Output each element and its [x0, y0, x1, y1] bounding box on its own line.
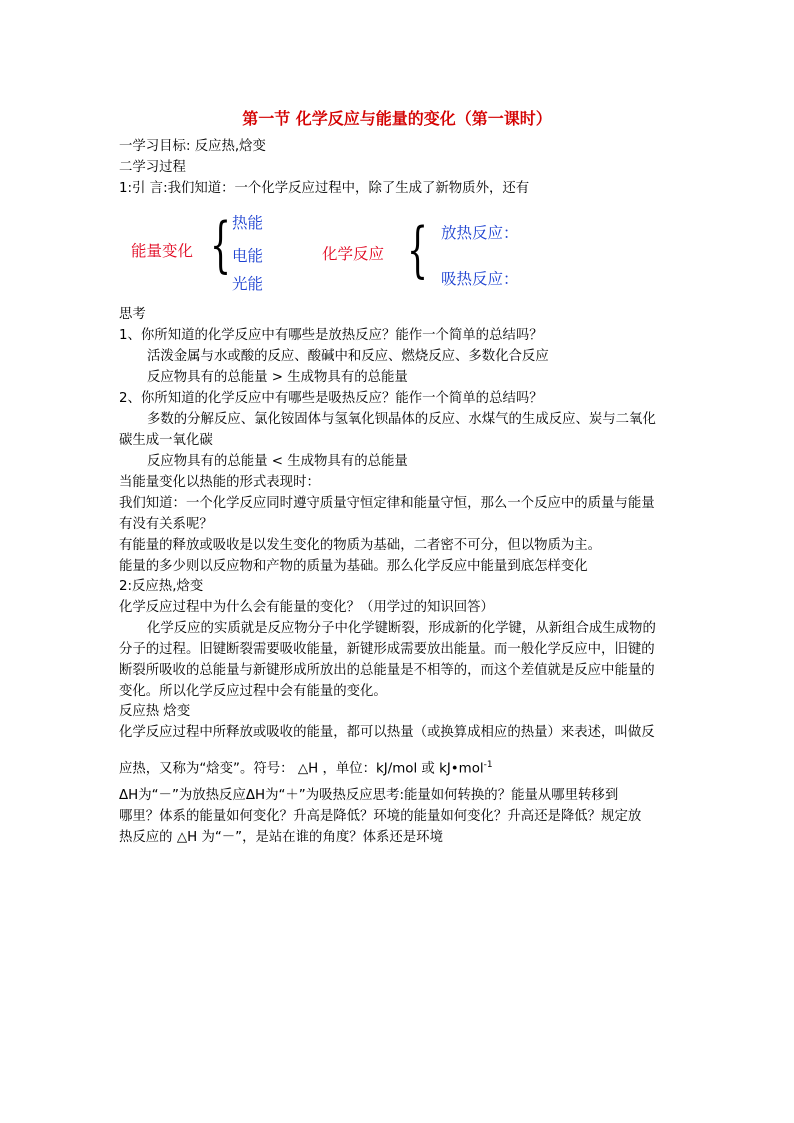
unit-superscript: -1	[483, 760, 493, 770]
energy-change-label: 能量变化	[131, 242, 194, 260]
question-2: 2、你所知道的化学反应中有哪些是吸热反应？能作一个简单的总结吗？	[119, 391, 543, 406]
intro-line: 1:引 言:我们知道：一个化学反应过程中，除了生成了新物质外，还有	[119, 181, 530, 196]
paragraph-line: 哪里？体系的能量如何变化？升高是降低？环境的能量如何变化？升高还是降低？规定放	[119, 809, 642, 824]
paragraph-line: 分子的过程。旧键断裂需要吸收能量，新键形成需要放出能量。而一般化学反应中，旧键的	[119, 642, 655, 657]
question-1: 1、你所知道的化学反应中有哪些是放热反应？能作一个简单的总结吗？	[119, 328, 543, 343]
answer-2-cont: 碳生成一氧化碳	[119, 433, 213, 448]
light-energy-label: 光能	[232, 275, 264, 293]
left-brace-icon: {	[210, 210, 232, 280]
section-heading-2: 2:反应热,焓变	[119, 579, 204, 594]
energy-diagram	[119, 207, 679, 299]
paragraph-line: 热反应的 △H 为“－”，是站在谁的角度？体系还是环境	[119, 830, 443, 845]
paragraph-line: 变化。所以化学反应过程中会有能量的变化。	[119, 684, 387, 699]
definition-line	[119, 755, 493, 779]
paragraph-line: 有没有关系呢？	[119, 517, 213, 532]
think-heading: 思考	[119, 307, 146, 322]
paragraph-line: 当能量变化以热能的形式表现时：	[119, 475, 320, 490]
right-brace-icon: {	[407, 215, 429, 285]
definition-text: 应热，又称为“焓变”。符号： △H ，单位：kJ/mol 或 kJ•mol	[119, 761, 484, 777]
paragraph-line: ΔH为“－”为放热反应ΔH为“＋”为吸热反应思考:能量如何转换的？能量从哪里转移到	[119, 788, 619, 803]
exothermic-label: 放热反应：	[441, 224, 519, 242]
paragraph-line: 断裂所吸收的总能量与新键形成所放出的总能量是不相等的，而这个差值就是反应中能量的	[119, 663, 655, 678]
section-heading: 二学习过程	[119, 160, 186, 175]
answer-1: 活泼金属与水或酸的反应、酸碱中和反应、燃烧反应、多数化合反应	[147, 349, 549, 364]
page-title: 第一节 化学反应与能量的变化（第一课时）	[242, 109, 552, 128]
question-3: 化学反应过程中为什么会有能量的变化？（用学过的知识回答）	[119, 600, 494, 615]
energy-comparison-1: 反应物具有的总能量 > 生成物具有的总能量	[147, 370, 408, 385]
paragraph-line: 化学反应过程中所释放或吸收的能量，都可以热量（或换算成相应的热量）来表述，叫做反	[119, 725, 655, 740]
subheading: 反应热 焓变	[119, 704, 191, 719]
heat-energy-label: 热能	[232, 214, 264, 232]
endothermic-label: 吸热反应：	[441, 270, 519, 288]
paragraph-line: 能量的多少则以反应物和产物的质量为基础。那么化学反应中能量到底怎样变化	[119, 559, 588, 574]
chemical-reaction-label: 化学反应	[322, 245, 385, 263]
paragraph-line: 我们知道：一个化学反应同时遵守质量守恒定律和能量守恒，那么一个反应中的质量与能量	[119, 496, 655, 511]
answer-2: 多数的分解反应、氯化铵固体与氢氧化钡晶体的反应、水煤气的生成反应、炭与二氧化	[147, 412, 656, 427]
energy-comparison-2: 反应物具有的总能量 < 生成物具有的总能量	[147, 454, 408, 469]
learning-goal: 一学习目标: 反应热,焓变	[119, 139, 266, 154]
electric-energy-label: 电能	[232, 247, 264, 265]
paragraph-line: 化学反应的实质就是反应物分子中化学键断裂，形成新的化学键，从新组合成生成物的	[147, 621, 656, 636]
paragraph-line: 有能量的释放或吸收是以发生变化的物质为基础，二者密不可分，但以物质为主。	[119, 538, 602, 553]
